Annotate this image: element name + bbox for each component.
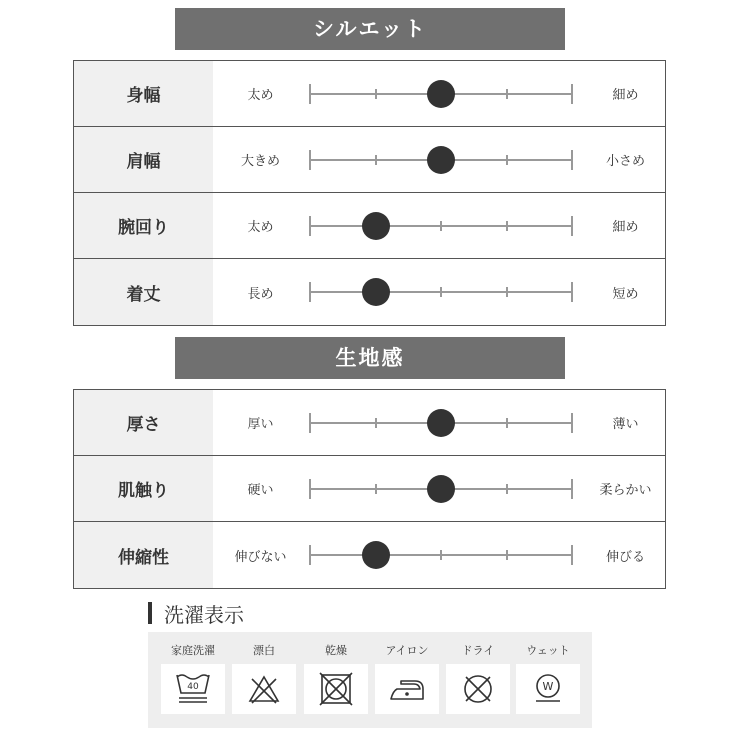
rating-row-thickness (74, 390, 665, 456)
silhouette-table (73, 60, 666, 326)
scale-tick (309, 545, 311, 565)
scale-tick (506, 155, 508, 165)
scale-tick (440, 550, 442, 560)
svg-text:40: 40 (187, 682, 199, 692)
wash-item-home-wash (161, 632, 225, 728)
right-term: 小さめ (605, 154, 645, 169)
row-label: 腕回り (74, 193, 213, 258)
rating-row-texture (74, 456, 665, 522)
scale-marker (427, 146, 455, 174)
rating-scale (310, 259, 572, 325)
wash-item-label: 乾燥 (325, 644, 347, 657)
wash-item-label: 漂白 (253, 644, 275, 657)
wash-40-icon (161, 664, 225, 714)
rating-row-arm-width (74, 193, 665, 259)
scale-marker (362, 212, 390, 240)
scale-tick (506, 89, 508, 99)
wash-item-label: 家庭洗濯 (171, 644, 215, 657)
scale-tick (506, 221, 508, 231)
scale-marker (362, 541, 390, 569)
title-bar (148, 602, 152, 624)
row-label: 身幅 (74, 61, 213, 126)
right-term: 伸びる (605, 549, 645, 565)
washing-title-text: 洗濯表示 (164, 602, 244, 627)
washing-panel (148, 632, 592, 728)
scale-marker (427, 475, 455, 503)
wash-item-label: ウェット (526, 644, 570, 657)
right-term: 細め (612, 220, 639, 235)
scale-tick (571, 150, 573, 170)
scale-tick (506, 550, 508, 560)
scale-tick (571, 282, 573, 302)
row-label: 肩幅 (74, 127, 213, 192)
scale-tick (571, 479, 573, 499)
fabric-title: 生地感 (175, 337, 565, 379)
rating-row-stretch (74, 522, 665, 588)
left-term: 長め (247, 286, 274, 302)
fabric-table (73, 389, 666, 589)
scale-tick (506, 287, 508, 297)
scale-tick (571, 413, 573, 433)
left-term: 硬い (247, 483, 274, 498)
wash-item-label: ドライ (461, 644, 495, 657)
wash-item-label: アイロン (385, 644, 429, 657)
silhouette-title: シルエット (175, 8, 565, 50)
scale-tick (440, 287, 442, 297)
scale-tick (375, 484, 377, 494)
row-label: 厚さ (74, 390, 213, 455)
scale-marker (427, 80, 455, 108)
row-label: 着丈 (74, 259, 213, 325)
left-term: 伸びない (234, 549, 287, 565)
rating-scale (310, 456, 572, 521)
left-term: 大きめ (240, 154, 280, 169)
right-term: 薄い (612, 417, 639, 432)
wash-item-dry-clean (446, 632, 510, 728)
rating-scale (310, 127, 572, 192)
right-term: 柔らかい (599, 483, 652, 498)
wash-item-bleach (232, 632, 296, 728)
svg-text:W: W (542, 680, 554, 693)
scale-marker (362, 278, 390, 306)
row-label: 肌触り (74, 456, 213, 521)
right-term: 細め (612, 88, 639, 103)
rating-scale (310, 522, 572, 588)
no-dry-clean-icon (446, 664, 510, 714)
rating-row-length (74, 259, 665, 325)
scale-tick (309, 84, 311, 104)
row-label: 伸縮性 (74, 522, 213, 588)
rating-scale (310, 61, 572, 126)
left-term: 太め (247, 88, 274, 103)
scale-tick (571, 545, 573, 565)
scale-tick (506, 484, 508, 494)
scale-tick (309, 413, 311, 433)
scale-tick (375, 418, 377, 428)
scale-tick (571, 216, 573, 236)
left-term: 太め (247, 220, 274, 235)
scale-tick (375, 89, 377, 99)
scale-tick (309, 150, 311, 170)
scale-tick (440, 221, 442, 231)
rating-scale (310, 193, 572, 258)
wet-clean-icon (516, 664, 580, 714)
rating-row-shoulder-width (74, 127, 665, 193)
scale-tick (309, 479, 311, 499)
scale-tick (309, 282, 311, 302)
wash-item-wet-clean (516, 632, 580, 728)
rating-scale (310, 390, 572, 455)
scale-tick (506, 418, 508, 428)
right-term: 短め (612, 286, 639, 302)
no-tumble-dry-icon (304, 664, 368, 714)
washing-title (148, 600, 244, 626)
scale-tick (375, 155, 377, 165)
no-bleach-icon (232, 664, 296, 714)
wash-item-iron (375, 632, 439, 728)
scale-marker (427, 409, 455, 437)
left-term: 厚い (247, 417, 274, 432)
iron-low-icon (375, 664, 439, 714)
scale-tick (309, 216, 311, 236)
scale-tick (571, 84, 573, 104)
wash-item-dryer (304, 632, 368, 728)
rating-row-body-width (74, 61, 665, 127)
